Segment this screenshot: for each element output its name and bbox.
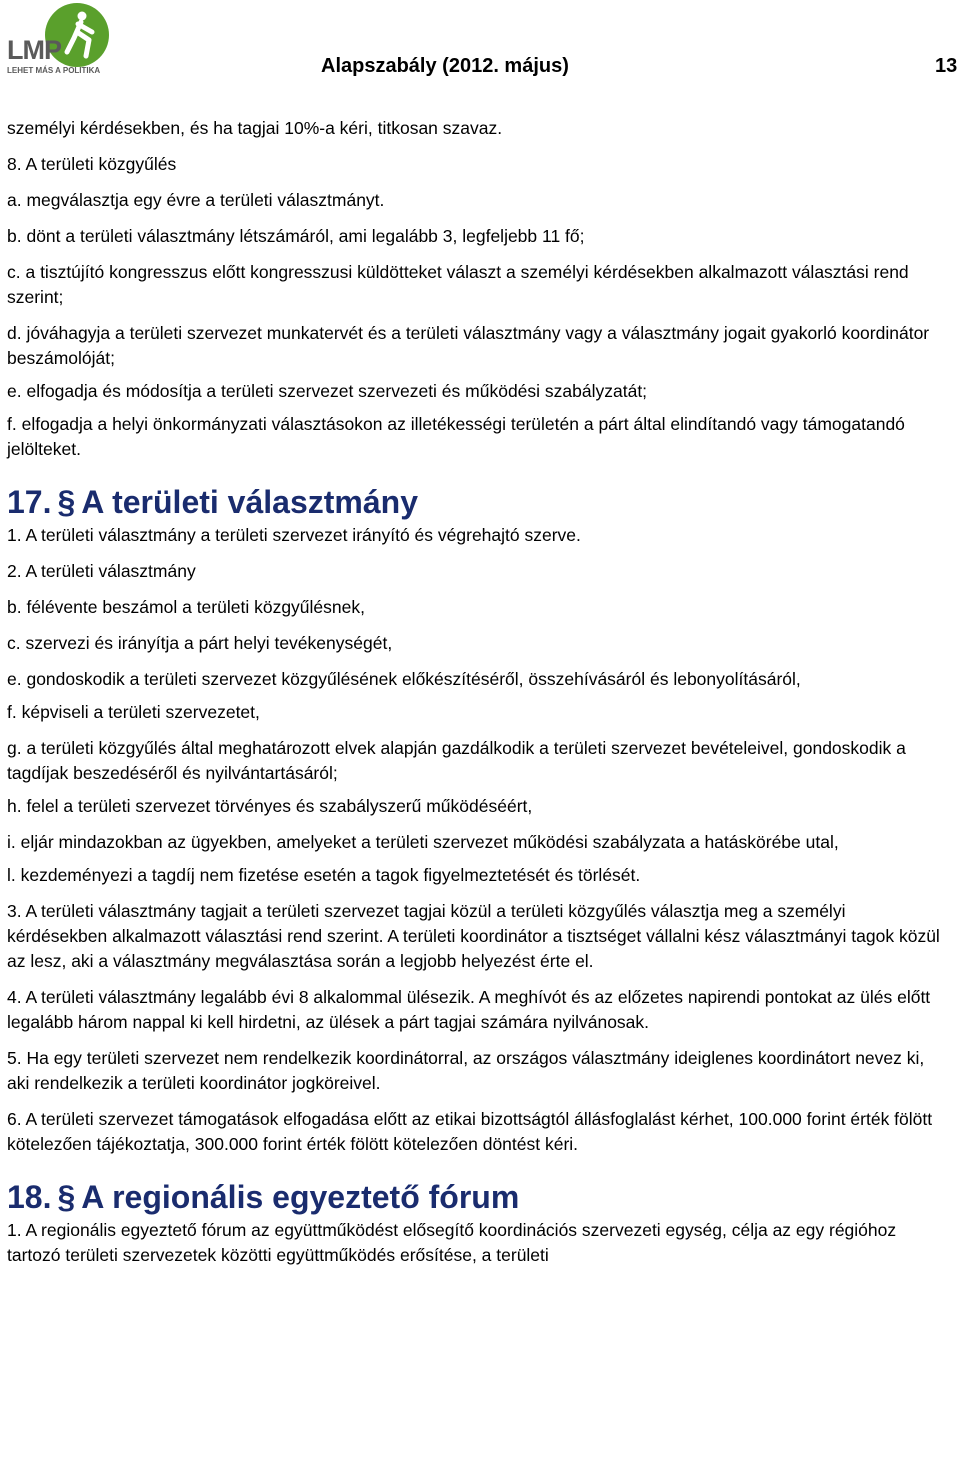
paragraph: 1. A regionális egyeztető fórum az együttműködést elősegítő koordinációs szervezeti egység, célja az egy régióhoz tartozó területi szervezetek közötti együttműködés erősítése, a területi <box>7 1220 897 1265</box>
list-item: l. kezdeményezi a tagdíj nem fizetése esetén a tagok figyelmeztetését és törlését. <box>7 865 641 885</box>
paragraph: 2. A területi választmány <box>7 561 196 581</box>
paragraph: személyi kérdésekben, és ha tagjai 10%-a kéri, titkosan szavaz. <box>7 118 503 138</box>
list-item: g. a területi közgyűlés által meghatározott elvek alapján gazdálkodik a területi szervezet bevételeivel, gondoskodik a tagdíjak beszedéséről és nyilvántartásáról; <box>7 738 906 783</box>
svg-text:LEHET MÁS A POLITIKA: LEHET MÁS A POLITIKA <box>7 66 101 75</box>
section-number: 17. <box>7 484 52 520</box>
document-body <box>7 116 949 1268</box>
list-item: f. elfogadja a helyi önkormányzati választásokon az illetékességi területén a párt által elindítandó vagy támogatandó jelölteket. <box>7 414 905 459</box>
section-heading-18 <box>7 1179 949 1215</box>
paragraph: 1. A területi választmány a területi szervezet irányító és végrehajtó szerve. <box>7 525 581 545</box>
list-item: d. jóváhagyja a területi szervezet munkatervét és a területi választmány vagy a választmány jogait gyakorló koordinátor beszámolóját; <box>7 323 930 368</box>
section-heading-17 <box>7 484 949 520</box>
paragraph: 8. A területi közgyűlés <box>7 154 177 174</box>
list-item: c. a tisztújító kongresszus előtt kongresszusi küldötteket választ a személyi kérdésekben alkalmazott választási rend szerint; <box>7 262 909 307</box>
svg-text:LMP: LMP <box>7 35 61 65</box>
list-item: f. képviseli a területi szervezetet, <box>7 702 260 722</box>
document-title: Alapszabály (2012. május) <box>321 55 569 77</box>
section-number: 18. <box>7 1179 52 1215</box>
list-item: b. félévente beszámol a területi közgyűlésnek, <box>7 597 365 617</box>
list-item: e. gondoskodik a területi szervezet közgyűlésének előkészítéséről, összehívásáról és lebonyolításáról, <box>7 669 801 689</box>
paragraph: 4. A területi választmány legalább évi 8 alkalommal ülésezik. A meghívót és az előzetes napirendi pontokat az ülés előtt legalább három nappal ki kell hirdetni, az ülések a párt tagjai számára nyilvánosak. <box>7 987 931 1032</box>
page-number: 13 <box>935 55 958 77</box>
list-item: h. felel a területi szervezet törvényes és szabályszerű működéséért, <box>7 796 533 816</box>
paragraph: 5. Ha egy területi szervezet nem rendelkezik koordinátorral, az országos választmány ideiglenes koordinátort nevez ki, aki rendelkezik a területi koordinátor jogköreivel. <box>7 1048 925 1093</box>
lmp-logo <box>4 2 122 76</box>
list-item: b. dönt a területi választmány létszámáról, ami legalább 3, legfeljebb 11 fő; <box>7 226 585 246</box>
list-item: c. szervezi és irányítja a párt helyi tevékenységét, <box>7 633 393 653</box>
list-item: i. eljár mindazokban az ügyekben, amelyeket a területi szervezet működési szabályzata a hatáskörébe utal, <box>7 832 839 852</box>
list-item: e. elfogadja és módosítja a területi szervezet szervezeti és működési szabályzatát; <box>7 381 648 401</box>
paragraph: 6. A területi szervezet támogatások elfogadása előtt az etikai bizottságtól állásfoglalást kérhet, 100.000 forint érték fölött kötelezően tájékoztatja, 300.000 forint érték fölött kötelezően döntést kéri. <box>7 1109 933 1154</box>
section-title: A regionális egyeztető fórum <box>81 1179 520 1215</box>
section-title: A területi választmány <box>81 484 418 520</box>
section-sign: § <box>57 1179 76 1215</box>
list-item: a. megválasztja egy évre a területi választmányt. <box>7 190 385 210</box>
paragraph: 3. A területi választmány tagjait a területi szervezet tagjai közül a területi közgyűlés választja meg a személyi kérdésekben alkalmazott választási rend szerint. A területi koordinátor a tisztséget vállalni kész választmányi tagok közül az lesz, aki a választmány megválasztása során a legjobb helyezést érte el. <box>7 901 940 971</box>
section-sign: § <box>57 484 76 520</box>
